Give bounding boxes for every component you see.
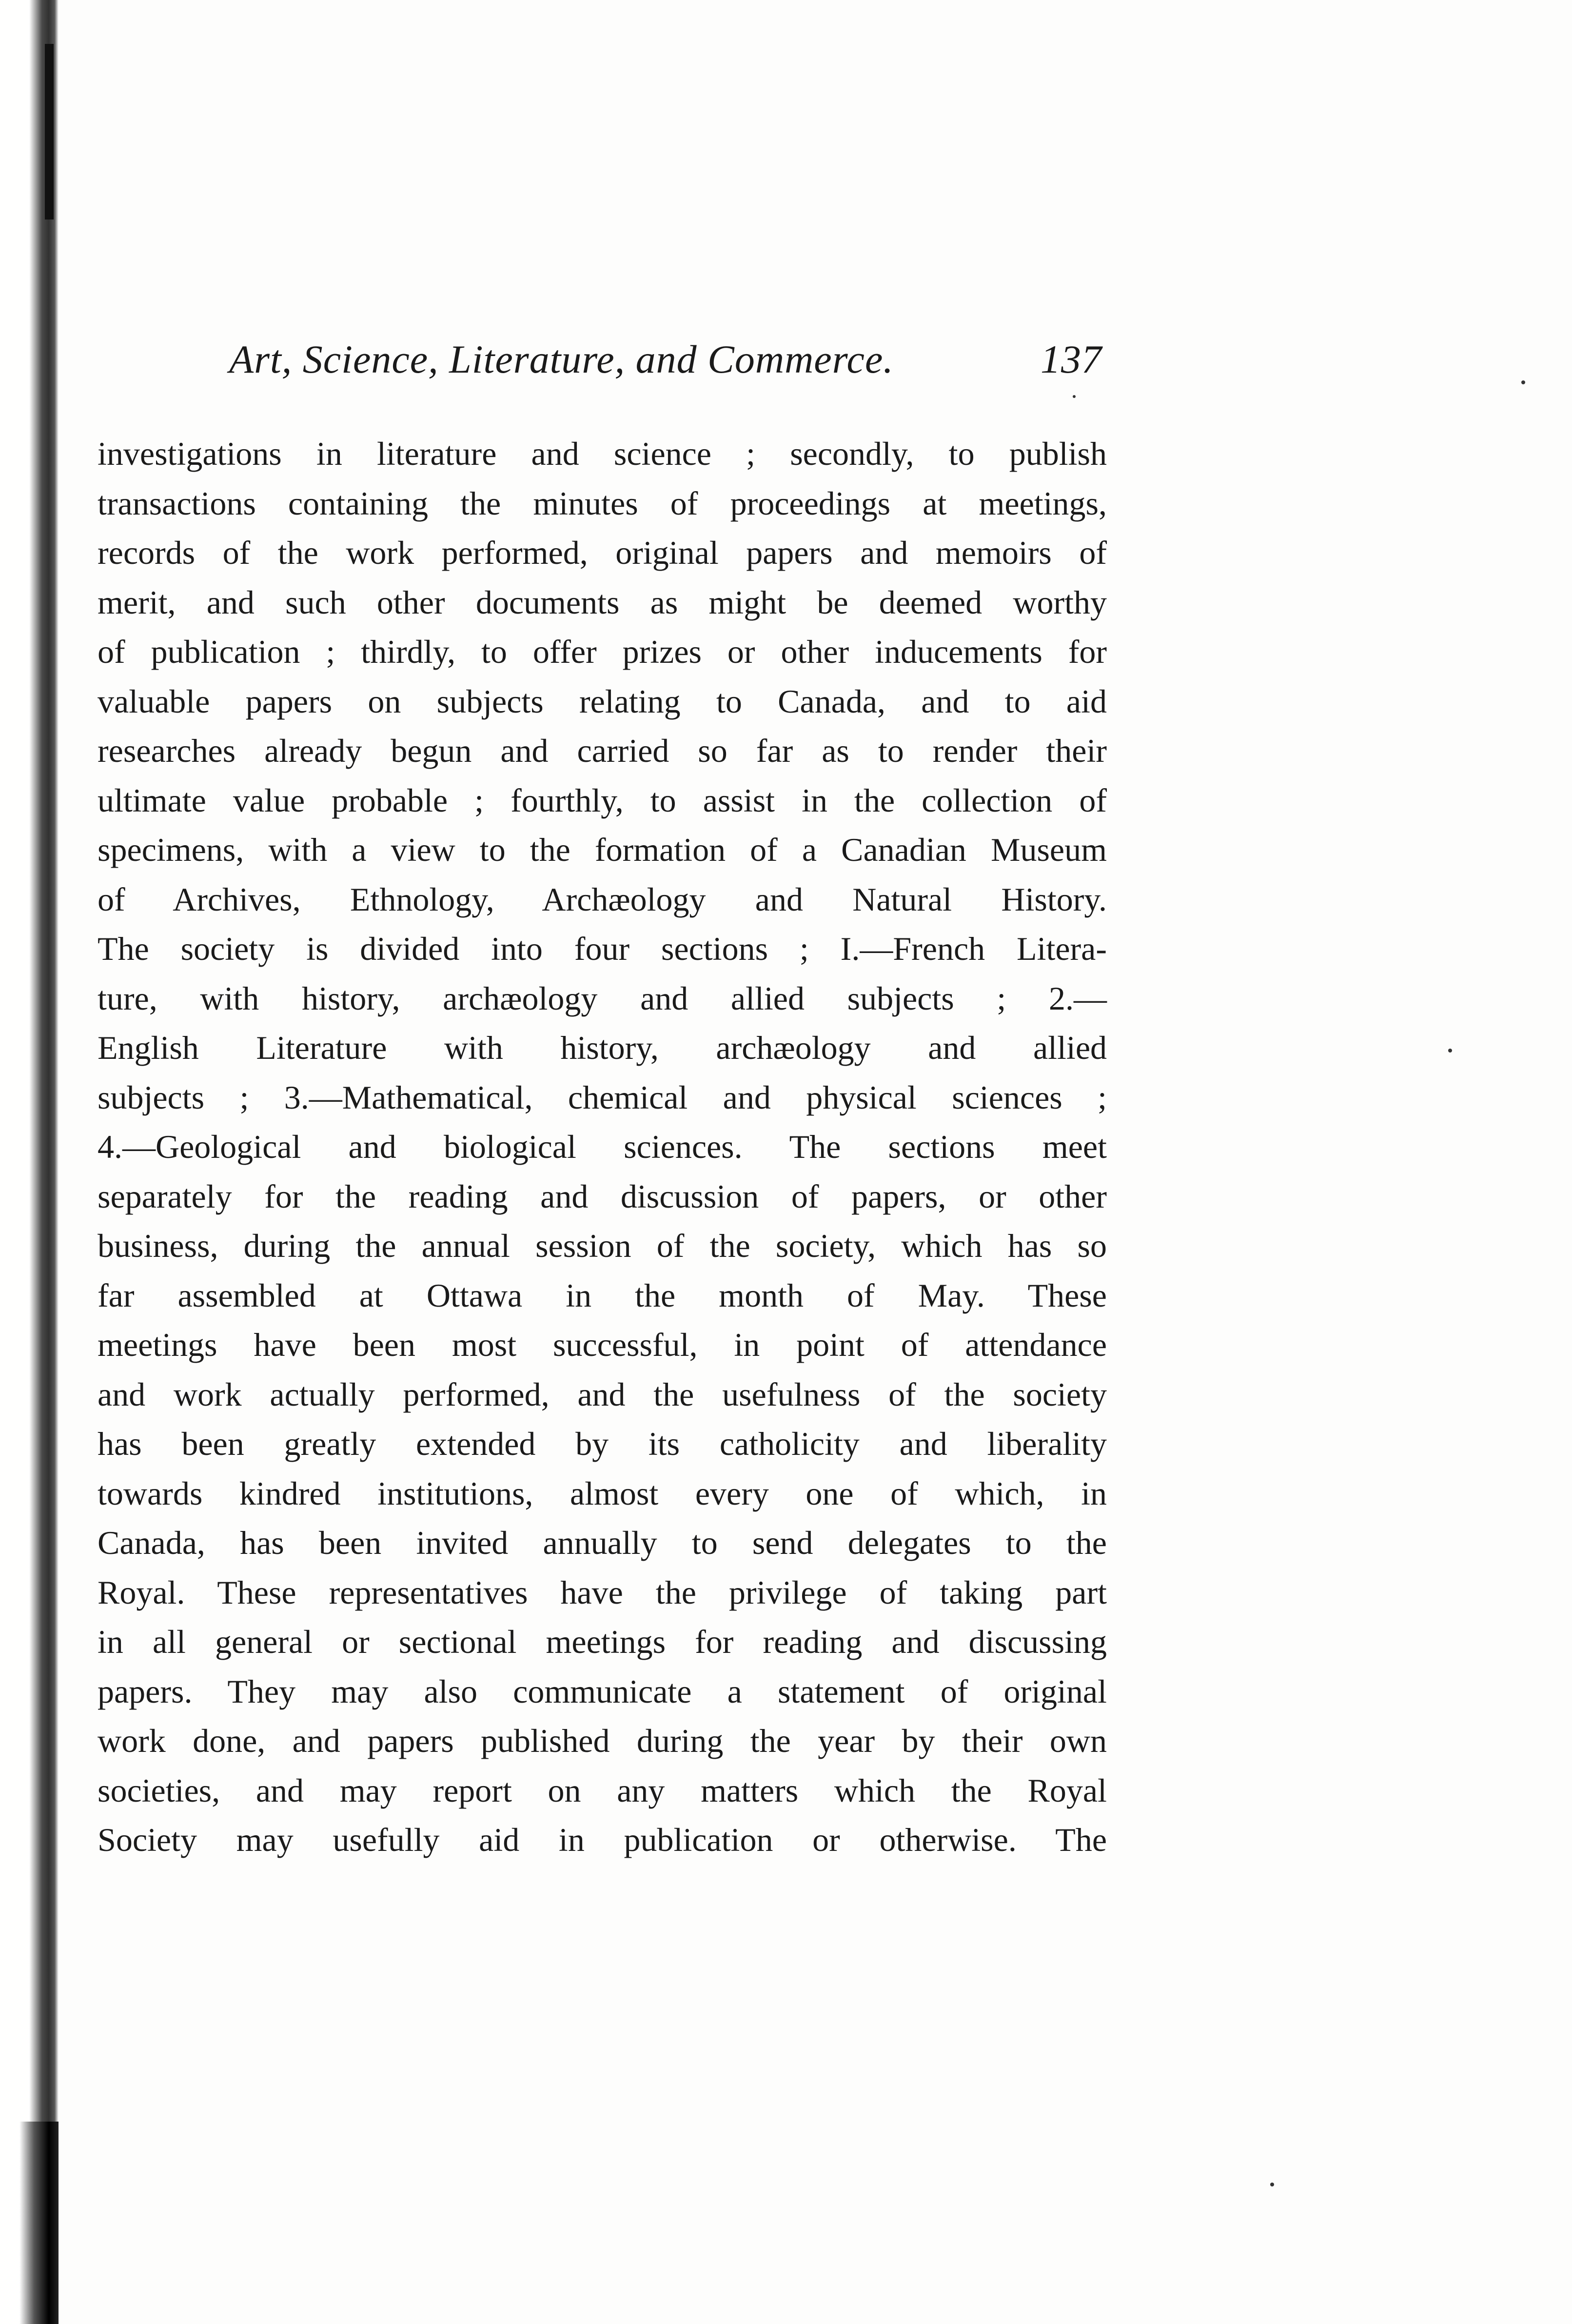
page-gutter-shadow [0,0,59,2324]
text-line: and work actually performed, and the usefulness of the society [98,1375,1107,1413]
text-line: Royal. These representatives have the privilege of taking part [98,1573,1107,1611]
text-line: meetings have been most successful, in point of attendance [98,1326,1107,1363]
text-line: Society may usefully aid in publication or otherwise. The [98,1821,1107,1858]
text-line: specimens, with a view to the formation of a Canadian Museum [98,831,1107,868]
text-line: of Archives, Ethnology, Archæology and Natural History. [98,880,1107,918]
text-line: work done, and papers published during the year by their own [98,1722,1107,1759]
text-line: papers. They may also communicate a statement of original [98,1672,1107,1710]
scan-speck [1073,395,1076,398]
text-line: English Literature with history, archæology and allied [98,1029,1107,1066]
text-line: researches already begun and carried so far as to render their [98,732,1107,769]
scan-speck [1270,2183,1274,2186]
text-line: far assembled at Ottawa in the month of May. These [98,1276,1107,1314]
running-title: Art, Science, Literature, and Commerce. [229,337,894,381]
text-line: subjects ; 3.—Mathematical, chemical and physical sciences ; [98,1078,1107,1116]
scan-speck [1448,1049,1452,1053]
body-text [98,429,1107,1865]
text-line: merit, and such other documents as might be deemed worthy [98,583,1107,621]
text-line: 4.—Geological and biological sciences. The sections meet [98,1128,1107,1165]
text-line: towards kindred institutions, almost every one of which, in [98,1474,1107,1512]
text-line: ture, with history, archæology and allied subjects ; 2.— [98,979,1107,1017]
text-line: in all general or sectional meetings for reading and discussing [98,1623,1107,1660]
text-line: transactions containing the minutes of proceedings at meetings, [98,484,1107,522]
text-line: business, during the annual session of the society, which has so [98,1227,1107,1264]
scan-speck [1521,380,1525,384]
text-line: valuable papers on subjects relating to Canada, and to aid [98,682,1107,720]
text-line: investigations in literature and science ; secondly, to publish [98,435,1107,472]
page-number: 137 [1041,337,1102,381]
text-line: of publication ; thirdly, to offer prizes or other inducements for [98,633,1107,670]
gutter-mark [45,44,54,219]
text-line: Canada, has been invited annually to send delegates to the [98,1524,1107,1561]
text-line: separately for the reading and discussion of papers, or other [98,1177,1107,1215]
text-line: The society is divided into four sections ; I.—French Litera- [98,930,1107,967]
gutter-mark [20,2122,59,2324]
text-line: has been greatly extended by its catholicity and liberality [98,1425,1107,1462]
text-line: societies, and may report on any matters which the Royal [98,1771,1107,1809]
text-line: ultimate value probable ; fourthly, to assist in the collection of [98,781,1107,819]
text-line: records of the work performed, original papers and memoirs of [98,534,1107,571]
running-head [229,332,1102,390]
